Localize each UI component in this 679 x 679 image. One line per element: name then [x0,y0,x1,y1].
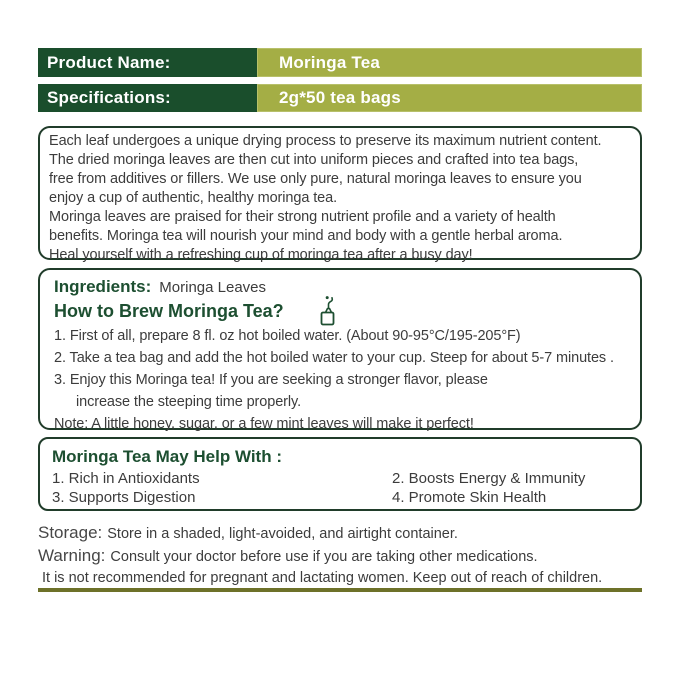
description-line: benefits. Moringa tea will nourish your mind and body with a gentle herbal aroma. [49,228,563,244]
product-name-row [38,48,642,77]
warning-text: Consult your doctor before use if you are taking other medications. [110,549,538,565]
benefit-item: 1. Rich in Antioxidants [52,470,200,487]
benefit-item: 3. Supports Digestion [52,489,196,506]
benefit-item: 4. Promote Skin Health [392,489,547,506]
description-line: Moringa leaves are praised for their strong nutrient profile and a variety of health [49,209,556,225]
description-box [38,126,642,263]
tea-bag-icon [317,295,339,335]
ingredients-label: Ingredients: [54,277,152,296]
description-line: enjoy a cup of authentic, healthy moringa tea. [49,190,338,206]
description-line: Heal yourself with a refreshing cup of moringa tea after a busy day! [49,247,473,263]
description-line: free from additives or fillers. We use only pure, natural moringa leaves to ensure you [49,171,582,187]
brew-step: 3. Enjoy this Moringa tea! If you are seeking a stronger flavor, please [54,372,488,388]
brew-heading: How to Brew Moringa Tea? [54,301,284,321]
brew-note: Note: A little honey, sugar, or a few mint leaves will make it perfect! [54,416,474,432]
storage-warning-section [38,522,642,589]
benefits-grid [52,469,631,507]
product-name-label: Product Name: [38,48,257,77]
specifications-row [38,84,642,112]
bottom-divider-line [38,588,642,592]
ingredients-line [54,276,631,299]
specifications-label: Specifications: [38,84,257,112]
storage-text: Store in a shaded, light-avoided, and airtight container. [107,526,458,542]
description-line: Each leaf undergoes a unique drying process to preserve its maximum nutrient content. [49,133,602,149]
storage-line [38,522,642,545]
brew-step-continuation: increase the steeping time properly. [76,394,302,410]
storage-label: Storage: [38,523,103,542]
product-name-value: Moringa Tea [257,48,642,77]
brew-box [38,268,642,430]
warning-line [38,545,642,568]
benefits-heading: Moringa Tea May Help With : [52,447,282,466]
description-line: The dried moringa leaves are then cut into uniform pieces and crafted into tea bags, [49,152,579,168]
brew-step: 2. Take a tea bag and add the hot boiled water to your cup. Steep for about 5-7 minutes . [54,350,614,366]
ingredients-value: Moringa Leaves [159,279,267,296]
warning-label: Warning: [38,546,106,565]
warning-line-2: It is not recommended for pregnant and lactating women. Keep out of reach of children. [42,570,603,586]
benefits-box [38,437,642,511]
specifications-value: 2g*50 tea bags [257,84,642,112]
benefit-item: 2. Boosts Energy & Immunity [392,470,586,487]
brew-step: 1. First of all, prepare 8 fl. oz hot boiled water. (About 90-95°C/195-205°F) [54,328,521,344]
brew-heading-line [54,299,631,325]
